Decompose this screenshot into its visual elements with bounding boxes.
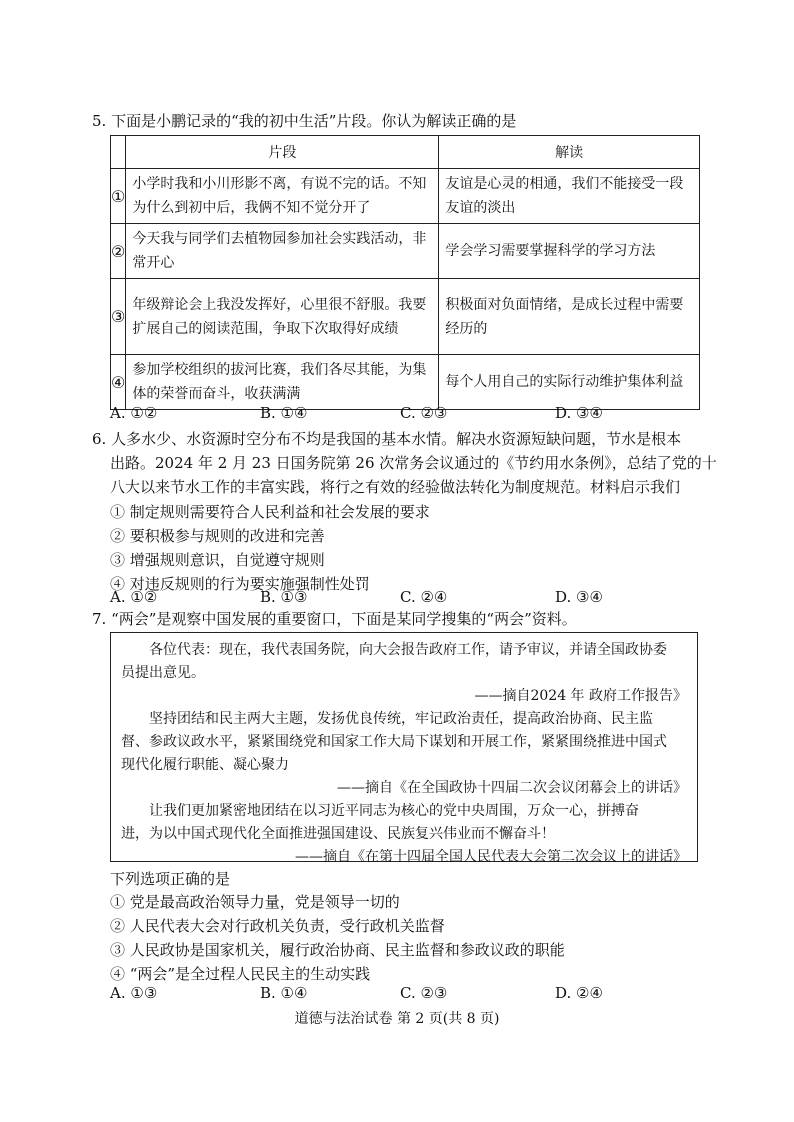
row-number: ④ (111, 355, 126, 410)
table-header-num (111, 136, 126, 169)
table-row (111, 169, 700, 224)
option-a[interactable]: A. ①② (110, 404, 158, 422)
question-7-options (110, 984, 710, 1006)
question-5-stem: 5. 下面是小鹏记录的“我的初中生活”片段。你认为解读正确的是 (92, 112, 517, 130)
material-source: ——摘自《在第十四届全国人民代表大会第二次会议上的讲话》 (295, 849, 687, 865)
option-b[interactable]: B. ①④ (260, 404, 308, 422)
option-c[interactable]: C. ②④ (400, 588, 448, 606)
segment-cell: 年级辩论会上我没发挥好，心里很不舒服。我要扩展自己的阅读范围，争取下次取得好成绩 (126, 279, 439, 355)
option-d[interactable]: D. ②④ (555, 984, 603, 1002)
list-item: ③ 增强规则意识，自觉遵守规则 (110, 551, 325, 569)
table-header-interpretation: 解读 (439, 136, 700, 169)
question-7-prompt: 下列选项正确的是 (110, 870, 231, 888)
material-text: 坚持团结和民主两大主题，发扬优良传统，牢记政治责任，提高政治协商、民主监 (149, 711, 653, 727)
table-row (111, 355, 700, 410)
option-d[interactable]: D. ③④ (555, 588, 603, 606)
material-source: ——摘自《在全国政协十四届二次会议闭幕会上的讲话》 (337, 780, 687, 796)
material-text: 现代化履行职能、凝心聚力 (121, 757, 289, 773)
option-d[interactable]: D. ③④ (555, 404, 603, 422)
question-5-table (110, 135, 700, 410)
interpretation-cell: 友谊是心灵的相通，我们不能接受一段友谊的淡出 (439, 169, 700, 224)
question-5-options (110, 404, 710, 426)
option-c[interactable]: C. ②③ (400, 404, 448, 422)
option-b[interactable]: B. ①③ (260, 588, 308, 606)
option-a[interactable]: A. ①② (110, 588, 158, 606)
interpretation-cell: 每个人用自己的实际行动维护集体利益 (439, 355, 700, 410)
material-text: 让我们更加紧密地团结在以习近平同志为核心的党中央周围，万众一心，拼搏奋 (149, 803, 639, 819)
material-box (110, 632, 698, 865)
list-item: ① 制定规则需要符合人民利益和社会发展的要求 (110, 503, 430, 521)
interpretation-cell: 积极面对负面情绪，是成长过程中需要经历的 (439, 279, 700, 355)
list-item: ① 党是最高政治领导力量，党是领导一切的 (110, 893, 400, 911)
segment-cell: 小学时我和小川形影不离，有说不完的话。不知为什么到初中后，我俩不知不觉分开了 (126, 169, 439, 224)
page-footer: 道德与法治试卷 第 2 页(共 8 页) (294, 1011, 500, 1027)
list-item: ④ “两会”是全过程人民民主的生动实践 (110, 965, 371, 983)
list-item: ③ 人民政协是国家机关，履行政治协商、民主监督和参政议政的职能 (110, 941, 565, 959)
segment-cell: 参加学校组织的拔河比赛，我们各尽其能，为集体的荣誉而奋斗，收获满满 (126, 355, 439, 410)
question-7-stem: 7. “两会”是观察中国发展的重要窗口，下面是某同学搜集的“两会”资料。 (92, 610, 577, 628)
question-6-stem (92, 427, 717, 499)
stem-line: 八大以来节水工作的丰富实践，将行之有效的经验做法转化为制度规范。材料启示我们 (110, 478, 681, 496)
question-7-items (110, 890, 565, 986)
segment-cell: 今天我与同学们去植物园参加社会实践活动，非常开心 (126, 224, 439, 279)
list-item: ④ 对违反规则的行为要实施强制性处罚 (110, 575, 370, 593)
table-header-segment: 片段 (126, 136, 439, 169)
list-item: ② 人民代表大会对行政机关负责，受行政机关监督 (110, 917, 445, 935)
question-6-options (110, 588, 710, 610)
option-a[interactable]: A. ①③ (110, 984, 158, 1002)
row-number: ① (111, 169, 126, 224)
table-row (111, 224, 700, 279)
question-6-items (110, 500, 430, 596)
interpretation-cell: 学会学习需要掌握科学的学习方法 (439, 224, 700, 279)
material-text: 员提出意见。 (121, 665, 205, 681)
stem-line: 6. 人多水少、水资源时空分布不均是我国的基本水情。解决水资源短缺问题，节水是根本 (92, 430, 682, 448)
material-source: ——摘自2024 年 政府工作报告》 (474, 688, 687, 704)
row-number: ③ (111, 279, 126, 355)
option-b[interactable]: B. ①④ (260, 984, 308, 1002)
table-header-row (111, 136, 700, 169)
list-item: ② 要积极参与规则的改进和完善 (110, 527, 325, 545)
material-text: 督、参政议政水平，紧紧围绕党和国家工作大局下谋划和开展工作，紧紧围绕推进中国式 (121, 734, 667, 750)
material-text: 进，为以中国式现代化全面推进强国建设、民族复兴伟业而不懈奋斗！ (121, 826, 555, 842)
table-row (111, 279, 700, 355)
stem-line: 出路。2024 年 2 月 23 日国务院第 26 次常务会议通过的《节约用水条例》，总结了党的十 (110, 454, 717, 472)
row-number: ② (111, 224, 126, 279)
option-c[interactable]: C. ②③ (400, 984, 448, 1002)
material-text: 各位代表：现在，我代表国务院，向大会报告政府工作，请予审议，并请全国政协委 (149, 642, 667, 658)
